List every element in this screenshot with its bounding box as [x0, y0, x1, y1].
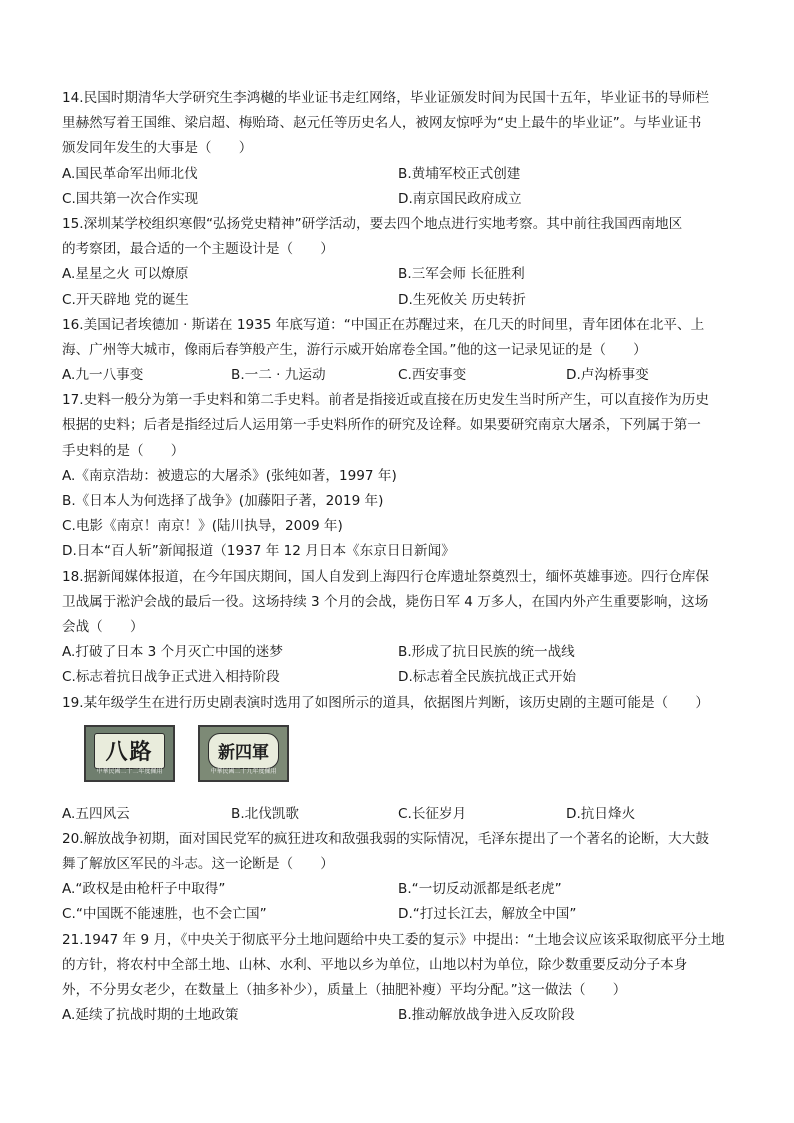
question-17-stem-line-2: 根据的史料；后者是指经过后人运用第一手史料所作的研究及诠释。如果要研究南京大屠杀，下列属于第一	[62, 417, 701, 434]
question-19	[62, 691, 734, 827]
question-17-option-d[interactable]: D.日本“百人斩”新闻报道（1937 年 12 月日本《东京日日新闻》	[62, 543, 455, 560]
question-14-options-row-1	[62, 162, 734, 187]
question-20-option-a[interactable]: A.“政权是由枪杆子中取得”	[62, 881, 226, 898]
question-14	[62, 86, 734, 212]
question-20-option-c[interactable]: C.“中国既不能速胜，也不会亡国”	[62, 906, 267, 923]
question-15-option-d[interactable]: D.生死攸关 历史转折	[398, 291, 526, 308]
question-20-options-row-1	[62, 877, 734, 902]
question-16-stem-line-1: 16.美国记者埃德加 · 斯诺在 1935 年底写道：“中国正在苏醒过来，在几天的时间里，青年团体在北平、上	[62, 316, 705, 333]
question-17-option-c[interactable]: C.电影《南京！南京！》(陆川执导，2009 年)	[62, 518, 343, 535]
question-17-stem-line-1: 17.史料一般分为第一手史料和第二手史料。前者是指接近或直接在历史发生当时所产生，可以直接作为历史	[62, 392, 709, 409]
question-15-option-b[interactable]: B.三军会师 长征胜利	[398, 266, 525, 283]
question-21-stem-line-3: 外，不分男女老少，在数量上（抽多补少），质量上（抽肥补瘦）平均分配。”这一做法（ ）	[62, 982, 627, 998]
question-21-stem-line-1: 21.1947 年 9 月，《中央关于彻底平分土地问题给中央工委的复示》中提出：“土地会议应该采取彻底平分土地	[62, 931, 725, 948]
question-19-option-b[interactable]: B.北伐凯歌	[231, 805, 300, 822]
armband-1-footer: 中華民國二十二年度佩用	[96, 767, 163, 775]
question-17-option-a[interactable]: A.《南京浩劫：被遗忘的大屠杀》(张纯如著，1997 年)	[62, 467, 397, 484]
eighth-route-army-armband-image	[84, 725, 175, 782]
question-20	[62, 827, 734, 928]
question-20-option-d[interactable]: D.“打过长江去，解放全中国”	[398, 906, 577, 923]
question-18-stem-line-1: 18.据新闻媒体报道，在今年国庆期间，国人自发到上海四行仓库遗址祭奠烈士，缅怀英雄事迹。四行仓库保	[62, 568, 709, 585]
question-18-option-c[interactable]: C.标志着抗日战争正式进入相持阶段	[62, 669, 280, 686]
question-19-options-row	[62, 802, 734, 827]
question-20-stem-line-2: 舞了解放区军民的斗志。这一论断是（ ）	[62, 856, 334, 873]
question-21-options-row-1	[62, 1003, 734, 1028]
question-14-option-c[interactable]: C.国共第一次合作实现	[62, 190, 199, 207]
question-19-option-d[interactable]: D.抗日烽火	[566, 805, 636, 822]
new-fourth-army-armband-image	[198, 725, 289, 782]
question-14-stem-line-1: 14.民国时期清华大学研究生李鸿樾的毕业证书走红网络，毕业证颁发时间为民国十五年，毕业证书的导师栏	[62, 90, 709, 106]
question-15-option-c[interactable]: C.开天辟地 党的诞生	[62, 291, 189, 308]
question-17	[62, 388, 734, 564]
question-18-options-row-2	[62, 665, 734, 690]
question-16	[62, 313, 734, 389]
question-18	[62, 565, 734, 691]
question-18-stem-line-2: 卫战属于淞沪会战的最后一役。这场持续 3 个月的会战，毙伤日军 4 万多人，在国内外产生重要影响，这场	[62, 593, 709, 610]
question-14-option-b[interactable]: B.黄埔军校正式创建	[398, 165, 521, 182]
question-16-option-c[interactable]: C.西安事变	[398, 367, 467, 384]
question-14-stem-line-3: 颁发同年发生的大事是（ ）	[62, 140, 253, 157]
question-21-option-b[interactable]: B.推动解放战争进入反攻阶段	[398, 1007, 575, 1024]
question-19-option-c[interactable]: C.长征岁月	[398, 805, 467, 822]
question-16-option-d[interactable]: D.卢沟桥事变	[566, 367, 649, 384]
question-16-options-row	[62, 363, 734, 388]
question-18-stem-line-3: 会战（ ）	[62, 618, 144, 635]
armband-1-title: 八路	[94, 733, 165, 769]
question-21	[62, 928, 734, 1029]
question-15-options-row-2	[62, 288, 734, 313]
question-16-stem-line-2: 海、广州等大城市，像雨后春笋般产生，游行示威开始席卷全国。”他的这一记录见证的是（ ）	[62, 341, 647, 358]
question-21-option-a[interactable]: A.延续了抗战时期的土地政策	[62, 1007, 239, 1024]
question-14-option-a[interactable]: A.国民革命军出师北伐	[62, 165, 198, 182]
question-19-stem-line-1: 19.某年级学生在进行历史剧表演时选用了如图所示的道具，依据图片判断，该历史剧的主题可能是（ ）	[62, 694, 709, 711]
question-19-option-a[interactable]: A.五四风云	[62, 805, 130, 822]
armband-2-title: 新四軍	[208, 733, 279, 769]
question-15-option-a[interactable]: A.星星之火 可以燎原	[62, 266, 189, 283]
question-18-options-row-1	[62, 640, 734, 665]
question-20-options-row-2	[62, 902, 734, 927]
question-20-option-b[interactable]: B.“一切反动派都是纸老虎”	[398, 881, 562, 898]
question-15-options-row-1	[62, 262, 734, 287]
question-20-stem-line-1: 20.解放战争初期，面对国民党军的疯狂进攻和敌强我弱的实际情况，毛泽东提出了一个著名的论断，大大鼓	[62, 830, 709, 847]
question-17-option-b[interactable]: B.《日本人为何选择了战争》(加藤阳子著，2019 年)	[62, 493, 384, 509]
question-15-stem-line-2: 的考察团，最合适的一个主题设计是（ ）	[62, 241, 334, 258]
question-15-stem-line-1: 15.深圳某学校组织寒假“弘扬党史精神”研学活动，要去四个地点进行实地考察。其中前往我国西南地区	[62, 215, 683, 232]
armband-2-footer: 中華民國二十九年度佩用	[210, 767, 277, 775]
exam-page	[62, 86, 734, 1028]
question-17-stem-line-3: 手史料的是（ ）	[62, 442, 185, 459]
question-16-option-a[interactable]: A.九一八事变	[62, 367, 144, 384]
question-21-stem-line-2: 的方针，将农村中全部土地、山林、水利、平地以乡为单位，山地以村为单位，除少数重要反动分子本身	[62, 956, 688, 973]
question-15	[62, 212, 734, 313]
question-14-option-d[interactable]: D.南京国民政府成立	[398, 190, 522, 207]
question-14-stem-line-2: 里赫然写着王国维、梁启超、梅贻琦、赵元任等历史名人，被网友惊呼为“史上最牛的毕业证”。与毕业证书	[62, 115, 702, 132]
question-14-options-row-2	[62, 187, 734, 212]
question-18-option-b[interactable]: B.形成了抗日民族的统一战线	[398, 644, 575, 661]
question-16-option-b[interactable]: B.一二 · 九运动	[231, 367, 326, 384]
question-18-option-d[interactable]: D.标志着全民族抗战正式开始	[398, 669, 576, 686]
question-18-option-a[interactable]: A.打破了日本 3 个月灭亡中国的迷梦	[62, 644, 283, 661]
question-19-figure	[62, 716, 734, 802]
